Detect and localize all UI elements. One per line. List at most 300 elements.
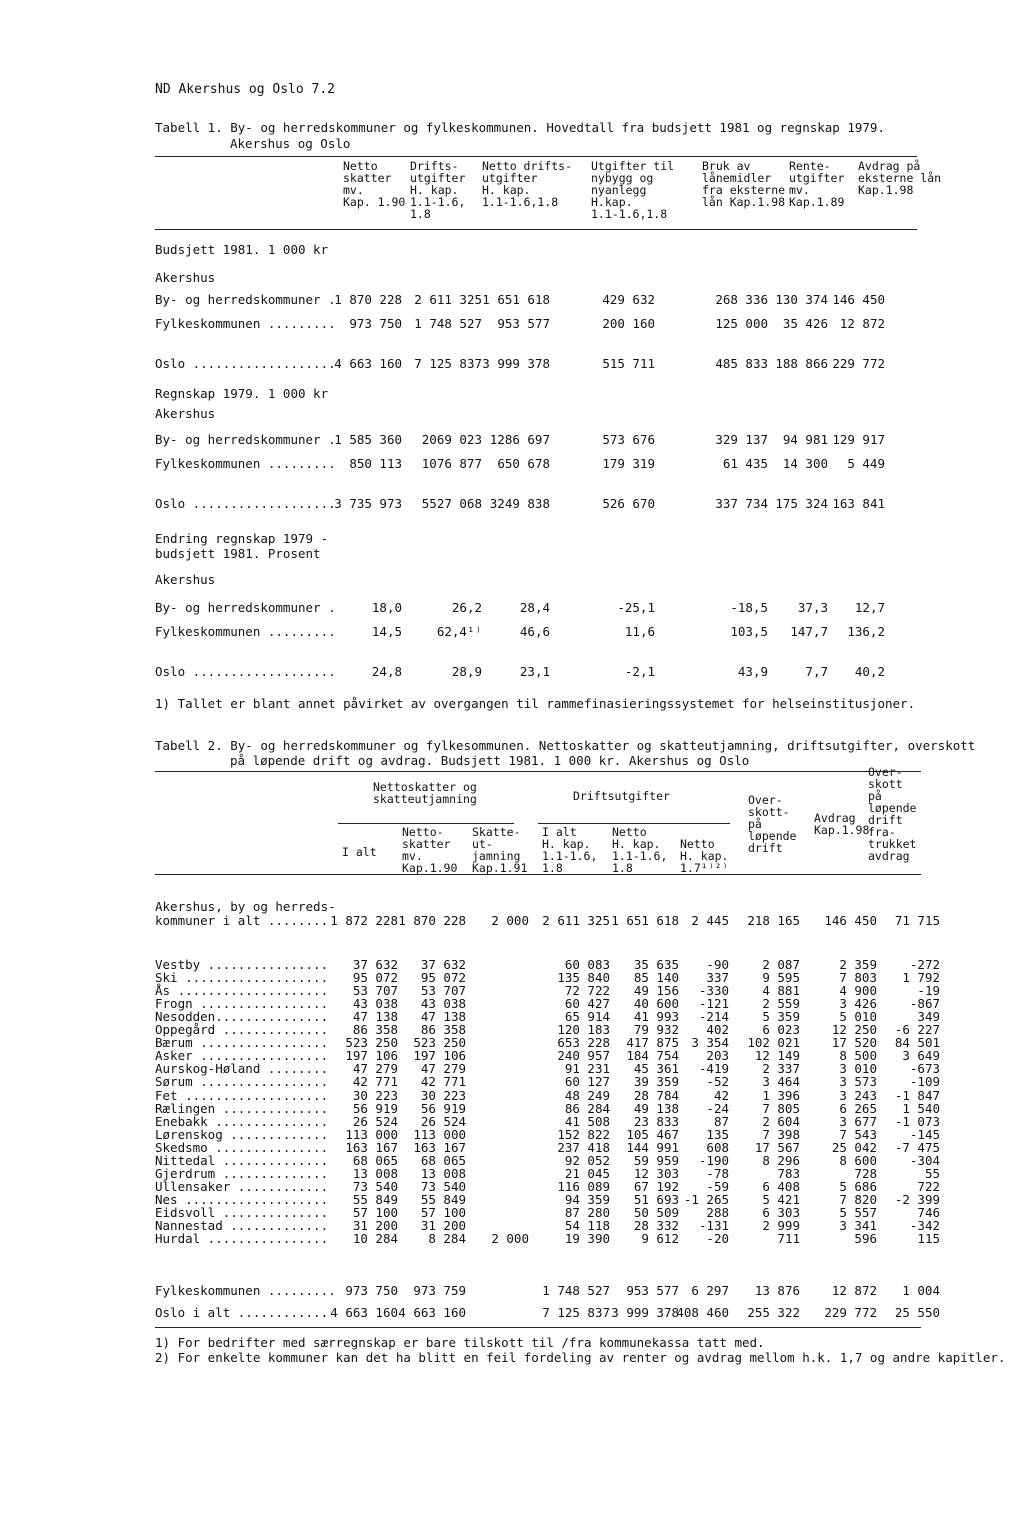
table2-cell: 47 138	[420, 1009, 466, 1025]
table2-cell: 229 772	[824, 1305, 877, 1320]
table2-cell: 87 280	[564, 1204, 610, 1220]
table1-cell: 26,2	[451, 600, 482, 615]
table1-cell: 485 833	[715, 356, 768, 371]
table1-cell: 12,7	[854, 600, 885, 615]
table1-cell: 175 324	[775, 496, 828, 511]
table2-cell: 8 600	[839, 1152, 877, 1168]
table1-cell: 573 676	[602, 432, 655, 447]
table2-cell: -272	[909, 957, 940, 972]
table2-row-label: Lørenskog .............	[155, 1126, 329, 1142]
table2-cell: 60 127	[564, 1074, 610, 1090]
table2-cell: 1 004	[902, 1283, 940, 1298]
table1-row-label: By- og herredskommuner .	[155, 432, 336, 447]
table2-cell: 47 279	[420, 1061, 466, 1077]
table1-row-label: Oslo ...................	[155, 664, 336, 679]
table2-column-header: I alt	[342, 845, 377, 859]
table2-cell: -90	[706, 957, 729, 972]
table2-total-cell: 2 445	[691, 913, 729, 928]
table2-cell: 47 138	[352, 1009, 398, 1025]
table1-cell: -25,1	[617, 600, 655, 615]
table2-cell: 8 500	[839, 1048, 877, 1064]
table2-cell: 144 991	[626, 1139, 679, 1155]
table2-cell: 6 297	[691, 1283, 729, 1298]
table1-cell: 24,8	[371, 664, 402, 679]
table2-total-cell: 1 872 228	[330, 913, 398, 928]
table1-cell: 1 748 527	[414, 316, 482, 331]
table2-cell: -342	[909, 1218, 940, 1233]
table1-cell: 14 300	[782, 456, 828, 471]
table2-cell: 12 149	[754, 1048, 800, 1064]
table2-cell: 28 784	[633, 1087, 679, 1103]
table1-cell: -2,1	[624, 664, 655, 679]
table1-row-label: Fylkeskommunen .........	[155, 316, 336, 331]
table2-cell: 53 707	[352, 983, 398, 999]
table2-row-label: Ås ....................	[155, 983, 329, 999]
table2-row-label: Ullensaker ............	[155, 1178, 329, 1194]
table2-cell: 35 635	[633, 957, 679, 972]
table2-total-cell: 2 611 325	[542, 913, 610, 928]
table2-cell: 3 649	[902, 1048, 940, 1064]
table2-cell: 42 771	[420, 1074, 466, 1090]
table2-row-label: Fet ...................	[155, 1087, 329, 1103]
table2-row-label: Gjerdrum ..............	[155, 1165, 329, 1181]
table2-cell: 135	[706, 1126, 729, 1142]
table2-cell: -131	[698, 1218, 729, 1233]
table2-cell: -1 265	[683, 1191, 729, 1207]
table1-column-header: Rente- utgifter mv. Kap.1.89	[789, 159, 845, 209]
table2-row-label: Enebakk ...............	[155, 1113, 329, 1129]
table2-cell: 51 693	[633, 1191, 679, 1207]
table2-cell: 48 249	[564, 1087, 610, 1103]
table2-cell: -78	[706, 1165, 729, 1181]
table1-cell: 18,0	[371, 600, 402, 615]
table2-cell: 135 840	[557, 970, 610, 986]
table2-cell: 25 550	[894, 1305, 940, 1320]
table2-column-header: Netto H. kap. 1.1-1.6, 1.8	[612, 825, 668, 875]
table1-cell: 147,7	[790, 624, 828, 639]
table2-cell: 73 540	[420, 1178, 466, 1194]
table2-cell: 7 543	[839, 1126, 877, 1142]
table2-cell: 5 359	[762, 1009, 800, 1025]
table2-cell: 653 228	[557, 1035, 610, 1051]
table2-cell: 49 138	[633, 1100, 679, 1116]
table2-cell: 45 361	[633, 1061, 679, 1077]
table2-cell: 40 600	[633, 996, 679, 1012]
table1-cell: 3 735 973	[334, 496, 402, 511]
table2-cell: 1 748 527	[542, 1283, 610, 1298]
table2-bottom-rule	[155, 1327, 921, 1328]
table2-cell: 3 341	[839, 1218, 877, 1233]
table2-cell: 12 303	[633, 1165, 679, 1181]
table2-cell: 79 932	[633, 1022, 679, 1038]
table2-cell: 9 595	[762, 970, 800, 986]
table1-column-header: Utgifter til nybygg og nyanlegg H.kap. 1.1-1.6,1.8	[591, 159, 675, 221]
table1-cell: 1286 697	[489, 432, 550, 447]
table2-cell: 49 156	[633, 983, 679, 999]
table2-cell: 42 771	[352, 1074, 398, 1090]
table2-cell: 42	[713, 1087, 729, 1103]
table1-footnote: 1) Tallet er blant annet påvirket av overgangen til rammefinasieringssystemet for helseinstitusjoner.	[155, 696, 916, 711]
table2-total-label: Akershus, by og herreds-	[155, 899, 336, 914]
table2-total-cell: 1 651 618	[611, 913, 679, 928]
table2-cell: 7 820	[839, 1191, 877, 1207]
table2-cell: 55	[924, 1165, 940, 1181]
table2-cell: -59	[706, 1178, 729, 1194]
table2-cell: 23 833	[633, 1113, 679, 1129]
table1-cell: 163 841	[832, 496, 885, 511]
table2-cell: 37 632	[420, 957, 466, 972]
table1-cell: 103,5	[730, 624, 768, 639]
table2-cell: 783	[777, 1165, 800, 1181]
table2-cell: 197 106	[413, 1048, 466, 1064]
table2-cell: 120 183	[557, 1022, 610, 1038]
table2-cell: -2 399	[894, 1191, 940, 1207]
table2-cell: 746	[917, 1204, 940, 1220]
table2-cell: 8 296	[762, 1152, 800, 1168]
table2-cell: 60 083	[564, 957, 610, 972]
table1-cell: 129 917	[832, 432, 885, 447]
table1-top-rule	[155, 156, 917, 157]
table2-cell: -24	[706, 1100, 729, 1116]
table2-cell: 115	[917, 1231, 940, 1247]
table1-cell: 5 449	[847, 456, 885, 471]
table1-cell: 46,6	[519, 624, 550, 639]
table2-footnote: 1) For bedrifter med særregnskap er bare tilskott til /fra kommunekassa tatt med.	[155, 1335, 765, 1350]
table2-cell: -19	[917, 983, 940, 999]
table2-cell: 596	[854, 1231, 877, 1247]
table2-total-cell: 2 000	[491, 913, 529, 928]
table1-cell: 94 981	[782, 432, 828, 447]
table2-cell: 1 396	[762, 1087, 800, 1103]
table2-cell: 163 167	[345, 1139, 398, 1155]
table1-row-label: Oslo ...................	[155, 496, 336, 511]
table1-column-header: Avdrag på eksterne lån Kap.1.98	[858, 159, 942, 197]
table2-cell: 6 408	[762, 1178, 800, 1194]
table1-cell: 329 137	[715, 432, 768, 447]
table1-cell: 7 125 837	[414, 356, 482, 371]
table1-cell: 40,2	[854, 664, 885, 679]
table2-cell: 184 754	[626, 1048, 679, 1064]
table2-cell: 3 677	[839, 1113, 877, 1129]
table2-group-rule	[538, 823, 730, 824]
table1-cell: 1 651 618	[482, 292, 550, 307]
table2-cell: -304	[909, 1152, 940, 1168]
table2-cell: 1 792	[902, 970, 940, 986]
table2-cell: 349	[917, 1009, 940, 1025]
table2-cell: 39 359	[633, 1074, 679, 1090]
table2-cell: 87	[713, 1113, 729, 1129]
table1-cell: 188 866	[775, 356, 828, 371]
table2-cell: 56 919	[420, 1100, 466, 1116]
table2-row-label: Bærum .................	[155, 1035, 329, 1051]
table1-header-rule	[155, 229, 917, 230]
table1-cell: 526 670	[602, 496, 655, 511]
table1-akershus-label: Akershus	[155, 406, 216, 421]
page-header: ND Akershus og Oslo 7.2	[155, 82, 336, 97]
table2-column-header: Netto- skatter mv. Kap.1.90	[402, 825, 458, 875]
table2-cell: 73 540	[352, 1178, 398, 1194]
table2-row-label: Nes ...................	[155, 1191, 329, 1207]
table1-section-endring: Endring regnskap 1979 -	[155, 531, 329, 546]
table2-cell: 4 663 160	[398, 1305, 466, 1320]
table2-cell: 7 125 837	[542, 1305, 610, 1320]
table2-row-label: Ski ...................	[155, 970, 329, 986]
table2-cell: -6 227	[894, 1022, 940, 1038]
table2-cell: 26 524	[420, 1113, 466, 1129]
table2-cell: 3 464	[762, 1074, 800, 1090]
table1-cell: 23,1	[519, 664, 550, 679]
table1-cell: 28,9	[451, 664, 482, 679]
table2-group-rule	[338, 823, 514, 824]
table2-total-cell: 71 715	[894, 913, 940, 928]
table2-cell: 43 038	[352, 996, 398, 1012]
table2-row-label: Oslo i alt ............	[155, 1305, 329, 1320]
table2-row-label: Sørum .................	[155, 1074, 329, 1090]
table2-cell: 31 200	[420, 1218, 466, 1233]
table1-section-endring: budsjett 1981. Prosent	[155, 546, 321, 561]
table2-group-netto: Nettoskatter og skatteutjamning	[373, 780, 477, 806]
table2-cell: 9 612	[641, 1231, 679, 1247]
table2-cell: 523 250	[413, 1035, 466, 1051]
table2-cell: -109	[909, 1074, 940, 1090]
table2-cell: 19 390	[564, 1231, 610, 1247]
table2-cell: -419	[698, 1061, 729, 1077]
table1-cell: 3249 838	[489, 496, 550, 511]
table2-cell: 3 999 378	[611, 1305, 679, 1320]
table1-cell: 4 663 160	[334, 356, 402, 371]
table2-cell: 711	[777, 1231, 800, 1247]
table2-cell: 94 359	[564, 1191, 610, 1207]
table2-title: på løpende drift og avdrag. Budsjett 1981. 1 000 kr. Akershus og Oslo	[230, 753, 750, 768]
table2-cell: 68 065	[420, 1152, 466, 1168]
table2-cell: 288	[706, 1204, 729, 1220]
table2-cell: 92 052	[564, 1152, 610, 1168]
table2-cell: 84 501	[894, 1035, 940, 1051]
table2-cell: 113 000	[413, 1126, 466, 1142]
table2-cell: 722	[917, 1178, 940, 1194]
table1-subtitle: Akershus og Oslo	[230, 136, 351, 151]
table2-cell: 1 540	[902, 1100, 940, 1116]
table1-row-label: Fylkeskommunen .........	[155, 456, 336, 471]
table2-header-rule	[155, 874, 921, 875]
table1-cell: 2069 023	[421, 432, 482, 447]
table2-cell: 57 100	[420, 1204, 466, 1220]
table2-cell: 50 509	[633, 1204, 679, 1220]
table2-cell: 43 038	[420, 996, 466, 1012]
table2-cell: 53 707	[420, 983, 466, 999]
table2-cell: -1 847	[894, 1087, 940, 1103]
table2-cell: 3 010	[839, 1061, 877, 1077]
table2-row-label: Eidsvoll ..............	[155, 1204, 329, 1220]
table2-cell: 59 959	[633, 1152, 679, 1168]
table2-cell: -330	[698, 983, 729, 999]
table2-cell: 41 508	[564, 1113, 610, 1129]
table2-cell: 197 106	[345, 1048, 398, 1064]
table2-cell: 25 042	[831, 1139, 877, 1155]
table2-cell: 337	[706, 970, 729, 986]
table1-column-header: Bruk av lånemidler fra eksterne lån Kap.1.98	[702, 159, 786, 209]
table1-akershus-label: Akershus	[155, 572, 216, 587]
table1-row-label: Oslo ...................	[155, 356, 336, 371]
table2-cell: 3 426	[839, 996, 877, 1012]
table1-cell: 2 611 325	[414, 292, 482, 307]
table2-column-header: I alt H. kap. 1.1-1.6, 1.8	[542, 825, 598, 875]
table2-column-header: Skatte- ut- jamning Kap.1.91	[472, 825, 528, 875]
table2-cell: 95 072	[352, 970, 398, 986]
table2-cell: 5 421	[762, 1191, 800, 1207]
table2-cell: 973 759	[413, 1283, 466, 1298]
table2-cell: -121	[698, 996, 729, 1012]
table2-cell: 56 919	[352, 1100, 398, 1116]
table2-cell: 8 284	[428, 1231, 466, 1247]
table2-row-label: Fylkeskommunen .........	[155, 1283, 336, 1298]
table2-cell: 65 914	[564, 1009, 610, 1025]
table2-cell: 2 087	[762, 957, 800, 972]
table1-cell: 61 435	[722, 456, 768, 471]
table1-column-header: Drifts- utgifter H. kap. 1.1-1.6, 1.8	[410, 159, 466, 221]
table1-row-label: Fylkeskommunen .........	[155, 624, 336, 639]
table2-cell: 2 359	[839, 957, 877, 972]
table2-cell: 237 418	[557, 1139, 610, 1155]
table2-cell: 152 822	[557, 1126, 610, 1142]
table2-cell: 13 008	[352, 1165, 398, 1181]
table2-cell: 7 805	[762, 1100, 800, 1116]
table2-cell: 6 303	[762, 1204, 800, 1220]
table1-cell: 3 999 378	[482, 356, 550, 371]
table1-cell: 515 711	[602, 356, 655, 371]
table1-cell: 337 734	[715, 496, 768, 511]
table2-cell: 728	[854, 1165, 877, 1181]
table1-cell: 28,4	[519, 600, 550, 615]
table2-row-label: Hurdal ................	[155, 1231, 329, 1247]
table2-cell: 417 875	[626, 1035, 679, 1051]
table2-cell: 17 567	[754, 1139, 800, 1155]
table2-cell: 105 467	[626, 1126, 679, 1142]
table2-cell: -20	[706, 1231, 729, 1247]
table2-cell: 68 065	[352, 1152, 398, 1168]
table2-cell: 86 284	[564, 1100, 610, 1116]
table2-cell: 13 876	[754, 1283, 800, 1298]
table2-cell: 13 008	[420, 1165, 466, 1181]
table2-cell: -1 073	[894, 1113, 940, 1129]
table2-cell: -867	[909, 996, 940, 1012]
table1-cell: 953 577	[497, 316, 550, 331]
table2-cell: -190	[698, 1152, 729, 1168]
table1-cell: 14,5	[371, 624, 402, 639]
table1-cell: 1076 877	[421, 456, 482, 471]
table1-cell: 11,6	[624, 624, 655, 639]
table2-cell: 10 284	[352, 1231, 398, 1247]
table2-cell: 102 021	[747, 1035, 800, 1051]
table2-cell: 5 686	[839, 1178, 877, 1194]
table1-cell: 850 113	[349, 456, 402, 471]
table2-title: Tabell 2. By- og herredskommuner og fylkesommunen. Nettoskatter og skatteutjamning, driftsutgifter, overskott	[155, 738, 976, 753]
table2-cell: 113 000	[345, 1126, 398, 1142]
table2-cell: 3 243	[839, 1087, 877, 1103]
table2-cell: 3 573	[839, 1074, 877, 1090]
table1-cell: 130 374	[775, 292, 828, 307]
table2-column-header: Netto H. kap. 1.7¹⁾²⁾	[680, 837, 729, 875]
table2-cell: -214	[698, 1009, 729, 1025]
table2-cell: 7 803	[839, 970, 877, 986]
table2-row-label: Skedsmo ...............	[155, 1139, 329, 1155]
table1-cell: 973 750	[349, 316, 402, 331]
table2-cell: 86 358	[420, 1022, 466, 1038]
table2-cell: 17 520	[831, 1035, 877, 1051]
table2-row-label: Rælingen ..............	[155, 1100, 329, 1116]
table2-column-header: Over- skott på løpende drift fra- trukket avdrag	[868, 765, 917, 863]
table2-row-label: Nannestad .............	[155, 1218, 329, 1233]
table2-cell: 2 559	[762, 996, 800, 1012]
table1-cell: 12 872	[839, 316, 885, 331]
table2-cell: 7 398	[762, 1126, 800, 1142]
table2-cell: 6 023	[762, 1022, 800, 1038]
table1-cell: 146 450	[832, 292, 885, 307]
table1-cell: 229 772	[832, 356, 885, 371]
table2-cell: 54 118	[564, 1218, 610, 1233]
table2-cell: 5 557	[839, 1204, 877, 1220]
table1-column-header: Netto skatter mv. Kap. 1.90	[343, 159, 406, 209]
table2-cell: 60 427	[564, 996, 610, 1012]
table1-cell: 125 000	[715, 316, 768, 331]
table2-column-header: Over- skott- på løpende drift	[748, 793, 797, 855]
table1-cell: 62,4¹⁾	[436, 624, 482, 639]
table2-total-cell: 146 450	[824, 913, 877, 928]
table2-cell: 30 223	[352, 1087, 398, 1103]
table2-row-label: Oppegård ..............	[155, 1022, 329, 1038]
table1-cell: 35 426	[782, 316, 828, 331]
table2-cell: 3 354	[691, 1035, 729, 1051]
table2-total-cell: 1 870 228	[398, 913, 466, 928]
table2-cell: 47 279	[352, 1061, 398, 1077]
table2-cell: 85 140	[633, 970, 679, 986]
table1-cell: 7,7	[805, 664, 828, 679]
table2-cell: 953 577	[626, 1283, 679, 1298]
table1-akershus-label: Akershus	[155, 270, 216, 285]
table1-cell: 1 585 360	[334, 432, 402, 447]
table2-top-rule	[155, 771, 921, 772]
table2-cell: 2 337	[762, 1061, 800, 1077]
table2-cell: 608	[706, 1139, 729, 1155]
table2-cell: 86 358	[352, 1022, 398, 1038]
table2-cell: 255 322	[747, 1305, 800, 1320]
table1-row-label: By- og herredskommuner .	[155, 292, 336, 307]
table1-cell: 43,9	[737, 664, 768, 679]
table1-title: Tabell 1. By- og herredskommuner og fylkeskommunen. Hovedtall fra budsjett 1981 og regnskap 1979.	[155, 120, 885, 135]
table2-footnote: 2) For enkelte kommuner kan det ha blitt en feil fordeling av renter og avdrag mellom h.k. 1,7 og andre kapitler.	[155, 1350, 1006, 1365]
table1-cell: 5527 068	[421, 496, 482, 511]
table2-cell: 523 250	[345, 1035, 398, 1051]
table2-row-label: Frogn .................	[155, 996, 329, 1012]
table2-cell: 240 957	[557, 1048, 610, 1064]
table1-column-header: Netto drifts- utgifter H. kap. 1.1-1.6,1.8	[482, 159, 573, 209]
table2-cell: 5 010	[839, 1009, 877, 1025]
table2-total-label: kommuner i alt ........	[155, 913, 329, 928]
table2-cell: 4 900	[839, 983, 877, 999]
table2-cell: 4 663 160	[330, 1305, 398, 1320]
table2-cell: 55 849	[420, 1191, 466, 1207]
table2-cell: 203	[706, 1048, 729, 1064]
table2-row-label: Asker .................	[155, 1048, 329, 1064]
table1-cell: 200 160	[602, 316, 655, 331]
table1-cell: 268 336	[715, 292, 768, 307]
table2-row-label: Aurskog-Høland ........	[155, 1061, 329, 1077]
table2-cell: 95 072	[420, 970, 466, 986]
table2-cell: 72 722	[564, 983, 610, 999]
table2-cell: 408 460	[676, 1305, 729, 1320]
table2-column-header: Avdrag Kap.1.98	[814, 811, 870, 837]
table1-cell: 650 678	[497, 456, 550, 471]
